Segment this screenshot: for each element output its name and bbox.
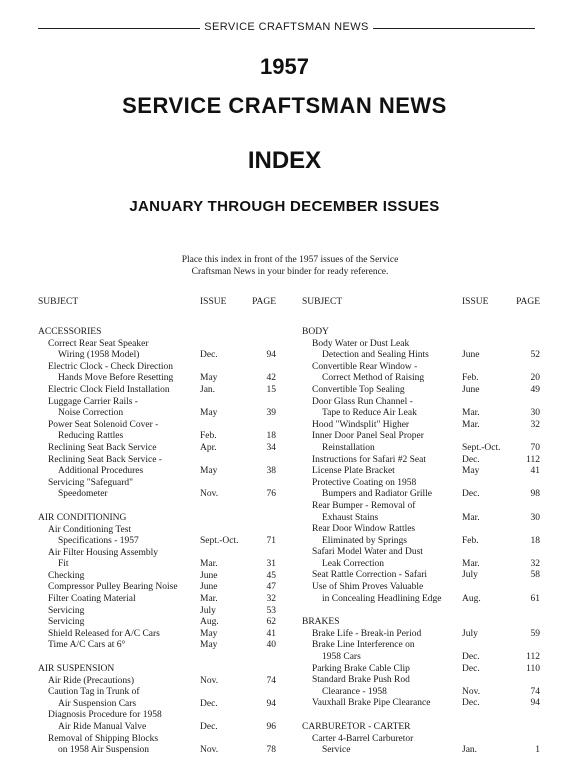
entry-issue: June (200, 570, 218, 581)
index-entry (302, 362, 540, 374)
entry-subject: Safari Model Water and Dust (312, 547, 423, 558)
entry-subject: Servicing (48, 605, 85, 616)
entry-issue: Mar. (462, 419, 480, 430)
entry-issue: Sept.-Oct. (200, 536, 239, 547)
entry-page: 39 (266, 408, 276, 419)
section-heading (38, 513, 282, 525)
entry-subject: Servicing "Safeguard" (48, 477, 134, 488)
entry-page: 59 (530, 628, 540, 639)
entry-page: 49 (530, 384, 540, 395)
index-entry (302, 431, 540, 443)
index-entry (302, 734, 540, 746)
section-title: BODY (302, 327, 329, 337)
entry-subject: Air Ride Manual Valve (58, 722, 147, 732)
index-entry (38, 640, 282, 652)
entry-issue: Feb. (200, 431, 217, 442)
entry-subject: Rear Door Window Rattles (312, 524, 416, 535)
entry-subject: Service (322, 745, 351, 756)
entry-subject: Vauxhall Brake Pipe Clearance (312, 698, 431, 709)
index-entry (38, 489, 282, 501)
entry-subject: Diagnosis Procedure for 1958 (48, 710, 162, 721)
entry-issue: May (462, 466, 480, 477)
index-entry (302, 687, 540, 699)
index-entry (302, 745, 540, 757)
entry-page: 96 (266, 722, 276, 732)
entry-subject: Additional Procedures (58, 466, 144, 477)
entry-page: 30 (530, 512, 540, 523)
column-header-left (38, 297, 282, 309)
entry-page: 20 (530, 373, 540, 384)
column-header-right (302, 297, 540, 309)
entry-subject: Power Seat Solenoid Cover - (48, 419, 159, 430)
entry-page: 94 (266, 698, 276, 709)
section-heading (302, 722, 540, 734)
entry-issue: Sept.-Oct. (462, 442, 501, 453)
entry-subject: Air Conditioning Test (48, 524, 132, 535)
entry-subject: Servicing (48, 617, 85, 628)
entry-subject: Leak Correction (322, 558, 384, 569)
index-entry (38, 350, 282, 362)
entry-issue: Mar. (200, 559, 218, 570)
index-entry (38, 339, 282, 351)
index-entry (38, 420, 282, 432)
entry-page: 61 (530, 593, 540, 604)
index-entry (302, 547, 540, 559)
section-title: CARBURETOR - CARTER (302, 722, 411, 732)
running-header: SERVICE CRAFTSMAN NEWS (204, 21, 369, 33)
subject-heading: SUBJECT (38, 297, 79, 307)
entry-issue: Dec. (200, 698, 218, 709)
entry-page: 45 (266, 570, 276, 581)
entry-issue: Mar. (462, 512, 480, 523)
entry-issue: Dec. (462, 652, 480, 663)
entry-page: 98 (530, 489, 540, 500)
entry-page: 40 (266, 640, 276, 651)
index-entry (302, 524, 540, 536)
index-entry (38, 606, 282, 618)
index-entry (302, 397, 540, 409)
index-entry (38, 571, 282, 583)
instruction-line-2: Craftsman News in your binder for ready reference. (191, 267, 389, 277)
entry-subject: Fit (58, 559, 69, 570)
entry-issue: Mar. (462, 408, 480, 419)
section-heading (302, 617, 540, 629)
entry-subject: Speedometer (58, 489, 108, 500)
index-entry (302, 385, 540, 397)
instruction-line-1: Place this index in front of the 1957 issues of the Service (181, 255, 399, 265)
entry-subject: Exhaust Stains (322, 512, 379, 523)
entry-subject: Eliminated by Springs (322, 535, 407, 546)
section-title: AIR SUSPENSION (38, 664, 115, 675)
index-entry (302, 559, 540, 571)
index-entry (38, 676, 282, 688)
entry-page: 32 (266, 594, 276, 605)
entry-page: 32 (530, 419, 540, 430)
entry-subject: Checking (48, 570, 85, 581)
index-entry (302, 489, 540, 501)
index-entry (302, 675, 540, 687)
entry-issue: May (200, 628, 218, 639)
entry-page: 41 (266, 628, 276, 639)
index-entry (302, 640, 540, 652)
entry-page: 112 (526, 652, 540, 663)
entry-issue: Mar. (200, 594, 218, 605)
entry-issue: May (200, 373, 218, 384)
entry-subject: Reducing Rattles (58, 431, 124, 442)
entry-subject: Electric Clock Field Installation (48, 384, 170, 395)
entry-issue: Mar. (462, 558, 480, 569)
entry-page: 52 (530, 350, 540, 361)
index-entry (38, 722, 282, 734)
entry-subject: Hands Move Before Resetting (58, 373, 174, 384)
index-entry (302, 455, 540, 467)
index-entry (302, 570, 540, 582)
entry-subject: Specifications - 1957 (58, 536, 139, 547)
entry-subject: on 1958 Air Suspension (58, 745, 150, 756)
index-column-right (302, 297, 540, 757)
entry-issue: July (200, 605, 216, 616)
entry-subject: Electric Clock - Check Direction (48, 361, 174, 372)
entry-subject: Noise Correction (58, 408, 124, 419)
index-entry (38, 710, 282, 722)
entry-issue: Aug. (462, 593, 481, 604)
entry-issue: Feb. (462, 373, 479, 384)
entry-page: 47 (266, 582, 276, 593)
entry-subject: Hood "Windsplit" Higher (312, 419, 410, 430)
entry-issue: July (462, 570, 478, 581)
entry-page: 34 (266, 442, 276, 453)
index-entry (38, 536, 282, 548)
entry-subject: Luggage Carrier Rails - (48, 396, 138, 407)
entry-issue: Jan. (200, 384, 216, 395)
index-entry (302, 339, 540, 351)
entry-subject: Compressor Pulley Bearing Noise (48, 582, 178, 593)
index-entry (302, 466, 540, 478)
entry-subject: Air Suspension Cars (58, 698, 137, 709)
index-entry (38, 466, 282, 478)
entry-subject: Removal of Shipping Blocks (48, 733, 159, 744)
index-entry (302, 698, 540, 710)
entry-subject: Clearance - 1958 (322, 686, 387, 697)
index-entry (38, 699, 282, 711)
entry-subject: Convertible Top Sealing (312, 384, 405, 395)
index-entry (302, 443, 540, 455)
page-heading: PAGE (252, 297, 276, 307)
issue-heading: ISSUE (200, 297, 227, 307)
instruction-note (130, 254, 450, 278)
entry-page: 42 (266, 373, 276, 384)
entry-page: 38 (266, 466, 276, 477)
entry-issue: Dec. (462, 663, 480, 674)
entry-issue: Feb. (462, 535, 479, 546)
index-entry (38, 385, 282, 397)
entry-subject: Protective Coating on 1958 (312, 477, 417, 488)
entry-subject: Shield Released for A/C Cars (48, 628, 160, 639)
index-entry (38, 559, 282, 571)
entry-subject: Brake Line Interference on (312, 640, 415, 651)
entry-subject: Carter 4-Barrel Carburetor (312, 733, 414, 744)
entry-issue: Apr. (200, 442, 217, 453)
entry-subject: 1958 Cars (322, 652, 361, 663)
index-entry (302, 478, 540, 490)
index-entry (38, 582, 282, 594)
entry-subject: Rear Bumper - Removal of (312, 500, 416, 511)
entry-page: 70 (530, 442, 540, 453)
index-entry (38, 478, 282, 490)
index-entry (38, 687, 282, 699)
index-entry (38, 455, 282, 467)
index-entry (302, 664, 540, 676)
entry-page: 71 (266, 536, 276, 547)
index-entry (302, 420, 540, 432)
entry-subject: Correct Rear Seat Speaker (48, 338, 149, 349)
title-publication: SERVICE CRAFTSMAN NEWS (122, 93, 447, 118)
index-entry (38, 617, 282, 629)
index-entry (38, 548, 282, 560)
index-entry (302, 536, 540, 548)
entry-subject: in Concealing Headlining Edge (322, 593, 442, 604)
entry-page: 15 (266, 384, 276, 395)
entry-issue: Dec. (462, 489, 480, 500)
entry-subject: Brake Life - Break-in Period (312, 628, 422, 639)
entry-subject: Caution Tag in Trunk of (48, 687, 140, 698)
entry-page: 76 (266, 489, 276, 500)
entry-subject: Tape to Reduce Air Leak (322, 408, 417, 419)
section-title: BRAKES (302, 617, 340, 628)
entry-subject: Use of Shim Proves Valuable (312, 582, 424, 593)
index-entry (302, 408, 540, 420)
index-entries-right (302, 327, 540, 757)
index-entry (302, 652, 540, 664)
entry-subject: Seat Rattle Correction - Safari (312, 570, 428, 581)
title-index: INDEX (247, 147, 322, 174)
index-entry (38, 594, 282, 606)
issue-heading: ISSUE (462, 297, 489, 307)
entry-subject: Reinstallation (322, 442, 375, 453)
index-entry (38, 629, 282, 641)
entry-issue: June (462, 350, 480, 361)
entry-subject: Air Filter Housing Assembly (48, 547, 159, 558)
entry-page: 30 (530, 408, 540, 419)
entry-issue: Jan. (462, 745, 478, 756)
entry-subject: License Plate Bracket (312, 466, 395, 477)
entry-page: 41 (530, 466, 540, 477)
entry-subject: Door Glass Run Channel - (312, 396, 413, 407)
entry-subject: Detection and Sealing Hints (322, 350, 429, 361)
header-rule-left (38, 28, 200, 29)
entry-issue: Nov. (200, 675, 219, 686)
section-title: AIR CONDITIONING (38, 512, 127, 523)
section-title: ACCESSORIES (38, 327, 102, 337)
index-entries-left (38, 327, 282, 757)
entry-page: 58 (530, 570, 540, 581)
entry-issue: Nov. (462, 686, 481, 697)
entry-issue: May (200, 466, 218, 477)
index-entry (38, 431, 282, 443)
entry-page: 94 (530, 698, 540, 709)
entry-subject: Standard Brake Push Rod (312, 675, 410, 686)
index-entry (302, 501, 540, 513)
index-entry (302, 594, 540, 606)
entry-subject: Wiring (1958 Model) (58, 350, 140, 361)
entry-page: 18 (266, 431, 276, 442)
entry-subject: Parking Brake Cable Clip (312, 663, 410, 674)
title-year: 1957 (260, 54, 309, 79)
entry-subject: Reclining Seat Back Service (48, 442, 157, 453)
title-date-range: JANUARY THROUGH DECEMBER ISSUES (129, 198, 440, 215)
entry-page: 74 (530, 686, 540, 697)
entry-page: 110 (526, 663, 540, 674)
subject-heading: SUBJECT (302, 297, 343, 307)
entry-issue: Nov. (200, 745, 219, 756)
section-heading (38, 327, 282, 339)
entry-subject: Correct Method of Raising (322, 373, 425, 384)
entry-subject: Instructions for Safari #2 Seat (312, 454, 426, 465)
entry-page: 78 (266, 745, 276, 756)
entry-issue: June (200, 582, 218, 593)
entry-subject: Filter Coating Material (48, 594, 136, 605)
entry-issue: Dec. (462, 454, 480, 465)
entry-issue: June (462, 384, 480, 395)
section-heading (302, 327, 540, 339)
index-entry (302, 582, 540, 594)
entry-issue: May (200, 408, 218, 419)
index-entry (38, 362, 282, 374)
index-entry (38, 734, 282, 746)
section-heading (38, 664, 282, 676)
entry-subject: Reclining Seat Back Service - (48, 454, 162, 465)
entry-issue: Dec. (200, 350, 218, 361)
entry-issue: July (462, 628, 478, 639)
entry-subject: Inner Door Panel Seal Proper (312, 431, 424, 442)
index-entry (302, 373, 540, 385)
entry-page: 1 (535, 745, 540, 756)
entry-subject: Body Water or Dust Leak (312, 338, 410, 349)
entry-page: 53 (266, 605, 276, 616)
entry-issue: Dec. (200, 722, 218, 732)
index-entry (38, 525, 282, 537)
index-entry (38, 397, 282, 409)
entry-subject: Bumpers and Radiator Grille (322, 489, 433, 500)
index-entry (302, 513, 540, 525)
entry-subject: Time A/C Cars at 6° (48, 640, 126, 651)
index-entry (38, 373, 282, 385)
entry-issue: May (200, 640, 218, 651)
index-entry (38, 745, 282, 757)
entry-issue: Aug. (200, 617, 219, 628)
entry-subject: Air Ride (Precautions) (48, 675, 135, 686)
entry-page: 94 (266, 350, 276, 361)
entry-page: 74 (266, 675, 276, 686)
index-entry (38, 443, 282, 455)
entry-page: 18 (530, 535, 540, 546)
page-heading: PAGE (516, 297, 540, 307)
index-column-left (38, 297, 282, 757)
entry-page: 62 (266, 617, 276, 628)
entry-page: 32 (530, 558, 540, 569)
index-entry (302, 350, 540, 362)
index-entry (302, 629, 540, 641)
entry-subject: Convertible Rear Window - (312, 361, 418, 372)
header-rule-right (373, 28, 535, 29)
entry-page: 31 (266, 559, 276, 570)
entry-issue: Nov. (200, 489, 219, 500)
entry-page: 112 (526, 454, 540, 465)
entry-issue: Dec. (462, 698, 480, 709)
index-entry (38, 408, 282, 420)
